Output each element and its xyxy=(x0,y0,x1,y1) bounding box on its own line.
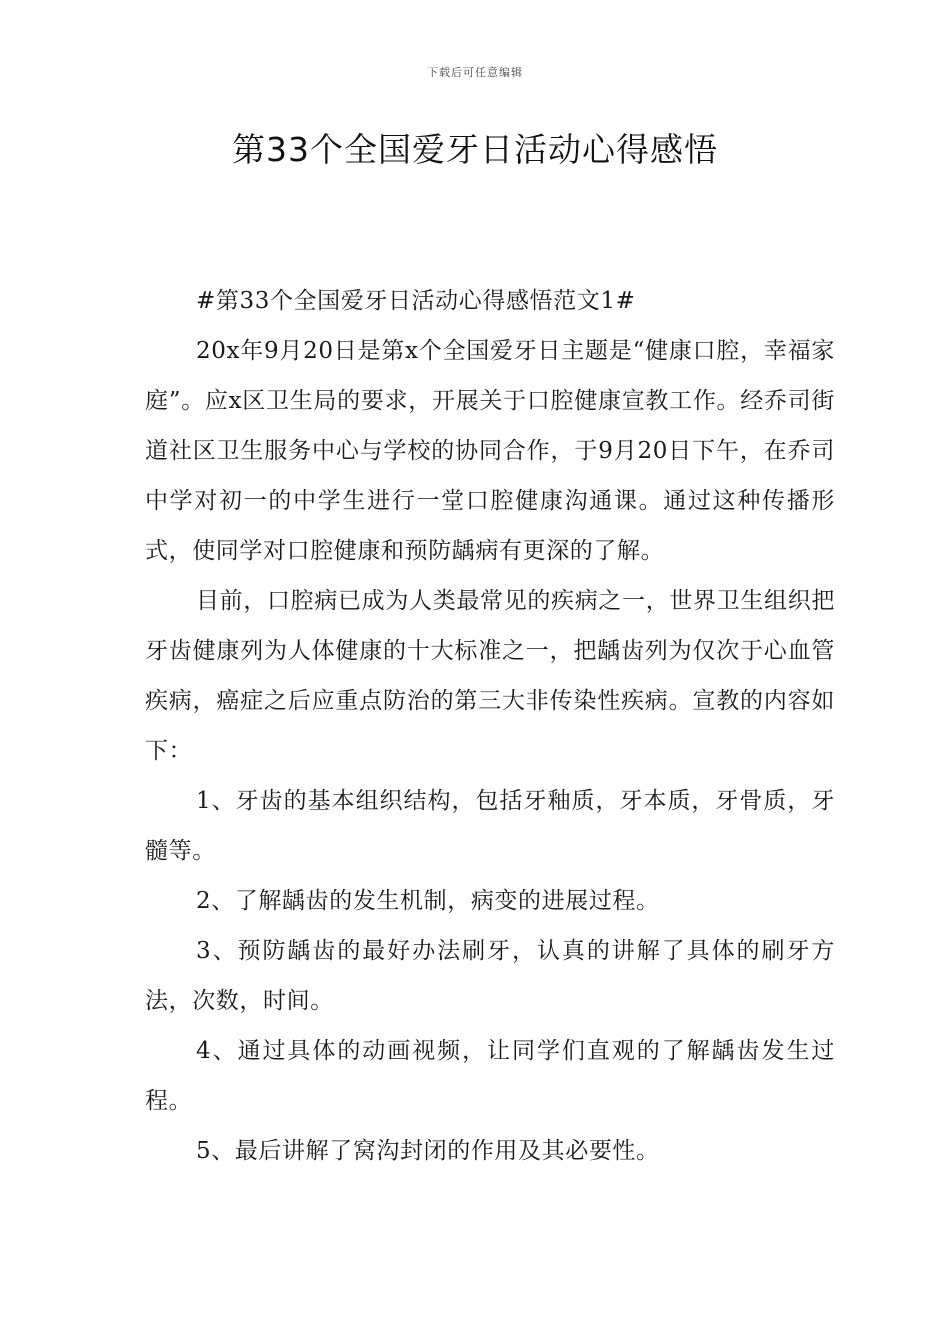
document-title: 第33个全国爱牙日活动心得感悟 xyxy=(232,130,718,169)
paragraph: 20x年9月20日是第x个全国爱牙日主题是“健康口腔，幸福家庭”。应x区卫生局的要求，开展关于口腔健康宣教工作。经乔司街道社区卫生服务中心与学校的协同合作，于9月20日下午，在乔司中学对初一的中学生进行一堂口腔健康沟通课。通过这种传播形式，使同学对口腔健康和预防龋病有更深的了解。 xyxy=(145,338,835,564)
list-item: 2、了解龋齿的发生机制，病变的进展过程。 xyxy=(196,888,660,914)
list-item: 5、最后讲解了窝沟封闭的作用及其必要性。 xyxy=(196,1138,660,1164)
paragraph-heading: #第33个全国爱牙日活动心得感悟范文1# xyxy=(196,288,636,314)
document-body xyxy=(145,276,835,1176)
header-note: 下载后可任意编辑 xyxy=(427,66,523,79)
list-item: 1、牙齿的基本组织结构，包括牙釉质，牙本质，牙骨质，牙髓等。 xyxy=(145,788,835,864)
list-item: 3、预防龋齿的最好办法刷牙，认真的讲解了具体的刷牙方法，次数，时间。 xyxy=(145,938,835,1014)
list-item: 4、通过具体的动画视频，让同学们直观的了解龋齿发生过程。 xyxy=(145,1038,835,1114)
paragraph: 目前，口腔病已成为人类最常见的疾病之一，世界卫生组织把牙齿健康列为人体健康的十大标准之一，把龋齿列为仅次于心血管疾病，癌症之后应重点防治的第三大非传染性疾病。宣教的内容如下： xyxy=(145,588,835,764)
